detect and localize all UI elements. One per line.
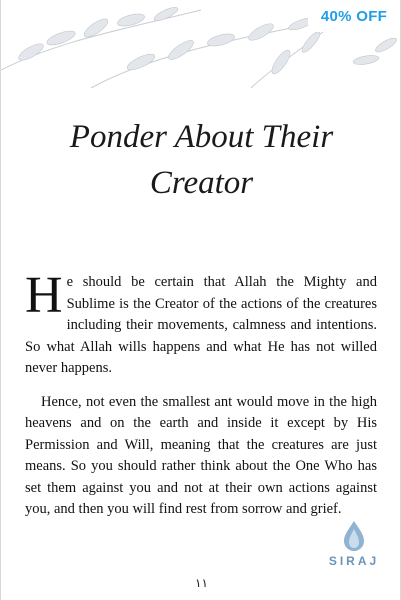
page-number: ١١ <box>195 576 208 590</box>
chapter-title <box>21 114 382 206</box>
discount-badge <box>308 0 400 32</box>
paragraph-2: Hence, not even the smallest ant would move in the high heavens and on the earth and inside it except by His Permission and Will, meaning that the creatures are just means. So you should rather think about the One Who has set them against you and not at their own actions against you, and then you will find rest from sorrow and grief. <box>25 393 377 517</box>
body-text <box>25 267 377 533</box>
paragraph-1-text: e should be certain that Allah the Mighty and Sublime is the Creator of the actions of the creatures including their movements, calmness and intentions. So what Allah wills happens and what He has not willed never happens. <box>25 274 377 376</box>
logo-text: SIRAJ <box>328 554 380 568</box>
chapter-title-line-2: Creator <box>149 165 254 201</box>
flame-drop-icon <box>339 520 369 552</box>
paragraph-1 <box>25 267 377 380</box>
siraj-logo <box>322 520 386 580</box>
drop-cap: H <box>25 267 63 324</box>
discount-badge-text: 40% OFF <box>320 7 388 25</box>
chapter-title-line-1: Ponder About Their <box>69 119 334 155</box>
